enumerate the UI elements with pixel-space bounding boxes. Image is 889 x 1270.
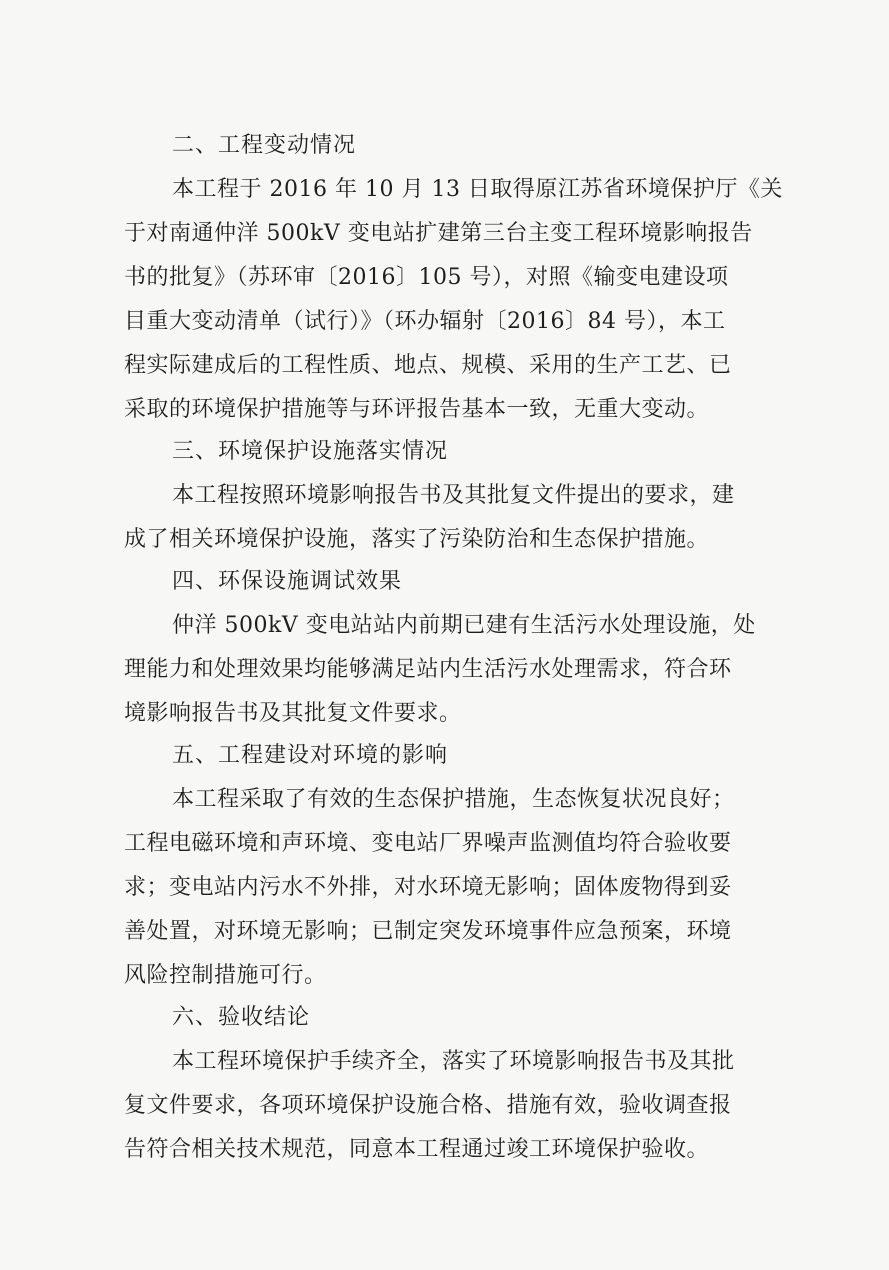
paragraph-line: 成了相关环境保护设施，落实了污染防治和生态保护措施。 xyxy=(124,527,710,552)
paragraph-line: 复文件要求，各项环境保护设施合格、措施有效，验收调查报 xyxy=(124,1093,732,1118)
paragraph-line: 本工程按照环境影响报告书及其批复文件提出的要求，建 xyxy=(172,483,735,508)
paragraph-line: 于对南通仲洋 500kV 变电站扩建第三台主变工程环境影响报告 xyxy=(124,221,753,246)
section-heading-engineering-changes: 二、工程变动情况 xyxy=(172,133,357,158)
paragraph-line: 告符合相关技术规范，同意本工程通过竣工环境保护验收。 xyxy=(124,1137,710,1162)
paragraph-line: 理能力和处理效果均能够满足站内生活污水处理需求，符合环 xyxy=(124,657,732,682)
paragraph-line: 境影响报告书及其批复文件要求。 xyxy=(124,701,462,726)
paragraph-line: 书的批复》（苏环审〔2016〕105 号），对照《输变电建设项 xyxy=(124,265,729,290)
paragraph-line: 本工程环境保护手续齐全，落实了环境影响报告书及其批 xyxy=(172,1049,735,1074)
paragraph-line: 本工程采取了有效的生态保护措施，生态恢复状况良好； xyxy=(172,787,735,812)
paragraph-line: 善处置，对环境无影响；已制定突发环境事件应急预案，环境 xyxy=(124,919,732,944)
section-heading-debug-results: 四、环保设施调试效果 xyxy=(172,569,403,594)
paragraph-line: 求；变电站内污水不外排，对水环境无影响；固体废物得到妥 xyxy=(124,875,732,900)
paragraph-line: 仲洋 500kV 变电站站内前期已建有生活污水处理设施，处 xyxy=(172,613,756,638)
paragraph-line: 本工程于 2016 年 10 月 13 日取得原江苏省环境保护厅《关 xyxy=(172,177,783,202)
paragraph-line: 程实际建成后的工程性质、地点、规模、采用的生产工艺、已 xyxy=(124,353,732,378)
paragraph-line: 风险控制措施可行。 xyxy=(124,963,327,988)
paragraph-line: 目重大变动清单（试行）》（环办辐射〔2016〕84 号），本工 xyxy=(124,309,726,334)
section-heading-conclusion: 六、验收结论 xyxy=(172,1005,311,1030)
paragraph-line: 采取的环境保护措施等与环评报告基本一致，无重大变动。 xyxy=(124,397,710,422)
section-heading-env-facilities: 三、环境保护设施落实情况 xyxy=(172,439,449,464)
paragraph-line: 工程电磁环境和声环境、变电站厂界噪声监测值均符合验收要 xyxy=(124,831,732,856)
section-heading-env-impact: 五、工程建设对环境的影响 xyxy=(172,743,449,768)
